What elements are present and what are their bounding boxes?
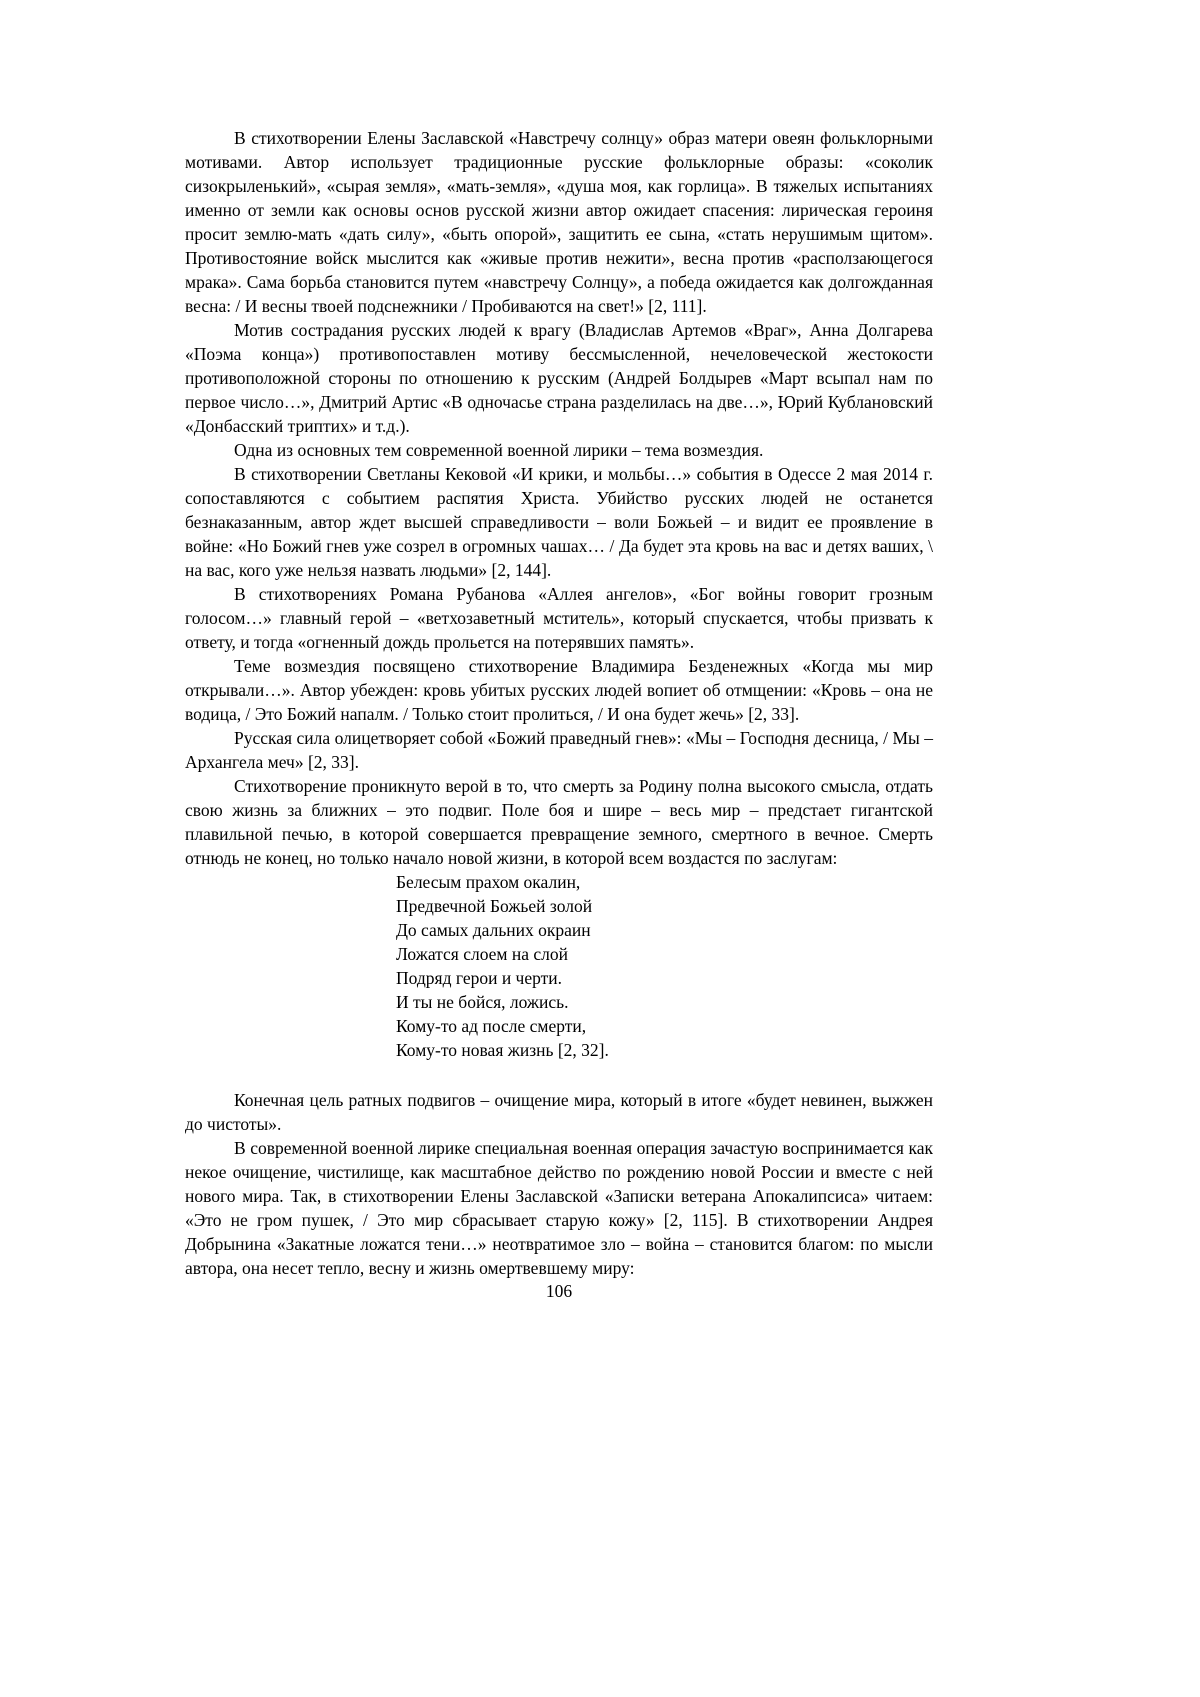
paragraph: В стихотворениях Романа Рубанова «Аллея ангелов», «Бог войны говорит грозным голосом…» главный герой – «ветхозаветный мститель», который спускается, чтобы призвать к ответу, и тогда «огненный дождь прольется на потерявших память». (185, 584, 933, 652)
poem-line: Подряд герои и черти. (396, 968, 563, 988)
poem-line: Ложатся слоем на слой (396, 944, 569, 964)
paragraph: Конечная цель ратных подвигов – очищение мира, который в итоге «будет невинен, выжжен до чистоты». (185, 1090, 933, 1134)
poem-line: Предвечной Божьей золой (396, 896, 593, 916)
paragraph: Стихотворение проникнуто верой в то, что смерть за Родину полна высокого смысла, отдать свою жизнь за ближних – это подвиг. Поле боя и шире – весь мир – предстает гигантской плавильной печью, в которой совершается превращение земного, смертного в вечное. Смерть отнюдь не конец, но только начало новой жизни, в которой всем воздастся по заслугам: (185, 776, 933, 868)
paragraph: Мотив сострадания русских людей к врагу (Владислав Артемов «Враг», Анна Долгарева «Поэма конца») противопоставлен мотиву бессмысленной, нечеловеческой жестокости противоположной стороны по отношению к русским (Андрей Болдырев «Март всыпал нам по первое число…», Дмитрий Артис «В одночасье страна разделилась на две…», Юрий Кублановский «Донбасский триптих» и т.д.). (185, 320, 933, 436)
paragraph: Русская сила олицетворяет собой «Божий праведный гнев»: «Мы – Господня десница, / Мы – Архангела меч» [2, 33]. (185, 728, 933, 772)
page-content (185, 126, 933, 1280)
page-number: 106 (545, 1281, 573, 1301)
paragraph: Теме возмездия посвящено стихотворение Владимира Безденежных «Когда мы мир открывали…». Автор убежден: кровь убитых русских людей вопиет об отмщении: «Кровь – она не водица, / Это Божий напалм. / Только стоит пролиться, / И она будет жечь» [2, 33]. (185, 656, 933, 724)
poem-line: Кому-то новая жизнь [2, 32]. (396, 1040, 609, 1060)
poem-line: И ты не бойся, ложись. (396, 992, 569, 1012)
poem-line: Белесым прахом окалин, (396, 872, 581, 892)
paragraph: Одна из основных тем современной военной лирики – тема возмездия. (234, 440, 764, 460)
poem-line: Кому-то ад после смерти, (396, 1016, 587, 1036)
poem-line: До самых дальних окраин (396, 920, 591, 940)
poem-block (396, 870, 933, 1062)
paragraph: В стихотворении Светланы Кековой «И крики, и мольбы…» события в Одессе 2 мая 2014 г. сопоставляются с событием распятия Христа. Убийство русских людей не останется безнаказанным, автор ждет высшей справедливости – воли Божьей – и видит ее проявление в войне: «Но Божий гнев уже созрел в огромных чашах… / Да будет эта кровь на вас и детях ваших, \ на вас, кого уже нельзя назвать людьми» [2, 144]. (185, 464, 933, 580)
paragraph: В современной военной лирике специальная военная операция зачастую воспринимается как некое очищение, чистилище, как масштабное действо по рождению новой России и вместе с ней нового мира. Так, в стихотворении Елены Заславской «Записки ветерана Апокалипсиса» читаем: «Это не гром пушек, / Это мир сбрасывает старую кожу» [2, 115]. В стихотворении Андрея Добрынина «Закатные ложатся тени…» неотвратимое зло – война – становится благом: по мысли автора, она несет тепло, весну и жизнь омертвевшему миру: (185, 1138, 933, 1278)
paragraph: В стихотворении Елены Заславской «Навстречу солнцу» образ матери овеян фольклорными мотивами. Автор использует традиционные русские фольклорные образы: «соколик сизокрыленький», «сырая земля», «мать-земля», «душа моя, как горлица». В тяжелых испытаниях именно от земли как основы основ русской жизни автор ожидает спасения: лирическая героиня просит землю-мать «дать силу», «быть опорой», защитить ее сына, «стать нерушимым щитом». Противостояние войск мыслится как «живые против нежити», весна против «расползающегося мрака». Сама борьба становится путем «навстречу Солнцу», а победа ожидается как долгожданная весна: / И весны твоей подснежники / Пробиваются на свет!» [2, 111]. (185, 128, 933, 316)
